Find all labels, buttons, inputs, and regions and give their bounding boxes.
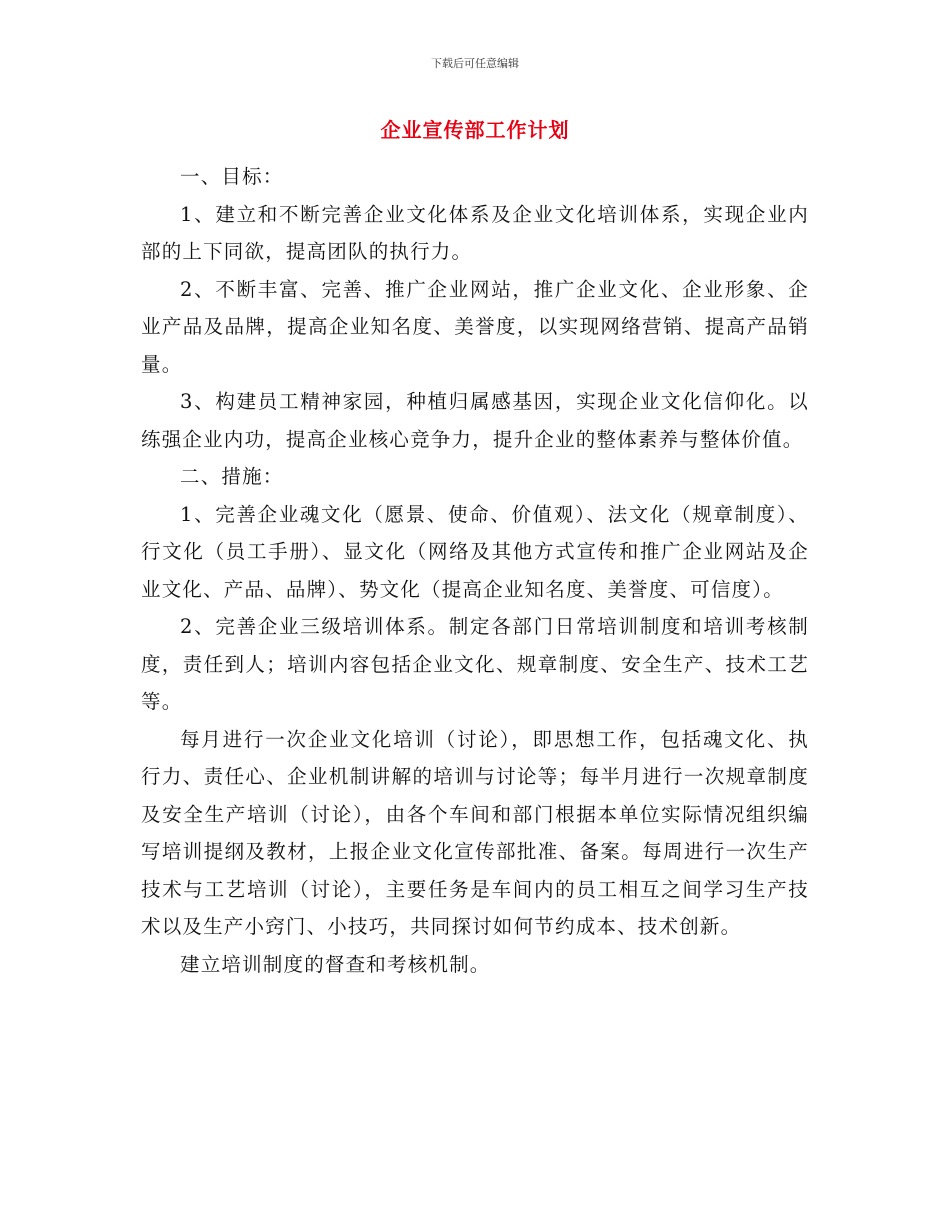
- goal-paragraph-3: 3、构建员工精神家园，种植归属感基因，实现企业文化信仰化。以练强企业内功，提高企业核心竞争力，提升企业的整体素养与整体价值。: [141, 390, 809, 451]
- document-title: 企业宣传部工作计划: [380, 118, 570, 142]
- header-note: 下载后可任意编辑: [431, 57, 519, 70]
- section-heading-measures: 二、措施：: [180, 465, 284, 488]
- document-body: [141, 158, 809, 983]
- supervision-paragraph: 建立培训制度的督查和考核机制。: [180, 952, 491, 976]
- section-heading-goals: 一、目标：: [180, 165, 284, 188]
- goal-paragraph-2: 2、不断丰富、完善、推广企业网站，推广企业文化、企业形象、企业产品及品牌，提高企业知名度、美誉度，以实现网络营销、提高产品销量。: [141, 277, 809, 376]
- measure-paragraph-1: 1、完善企业魂文化（愿景、使命、价值观）、法文化（规章制度）、行文化（员工手册）、显文化（网络及其他方式宣传和推广企业网站及企业文化、产品、品牌）、势文化（提高企业知名度、美誉度、可信度）。: [141, 502, 809, 601]
- measure-paragraph-2: 2、完善企业三级培训体系。制定各部门日常培训制度和培训考核制度，责任到人；培训内容包括企业文化、规章制度、安全生产、技术工艺等。: [141, 615, 809, 713]
- training-schedule-paragraph: 每月进行一次企业文化培训（讨论），即思想工作，包括魂文化、执行力、责任心、企业机制讲解的培训与讨论等；每半月进行一次规章制度及安全生产培训（讨论），由各个车间和部门根据本单位实际情况组织编写培训提纲及教材，上报企业文化宣传部批准、备案。每周进行一次生产技术与工艺培训（讨论），主要任务是车间内的员工相互之间学习生产技术以及生产小窍门、小技巧，共同探讨如何节约成本、技术创新。: [141, 727, 809, 938]
- goal-paragraph-1: 1、建立和不断完善企业文化体系及企业文化培训体系，实现企业内部的上下同欲，提高团队的执行力。: [141, 202, 809, 263]
